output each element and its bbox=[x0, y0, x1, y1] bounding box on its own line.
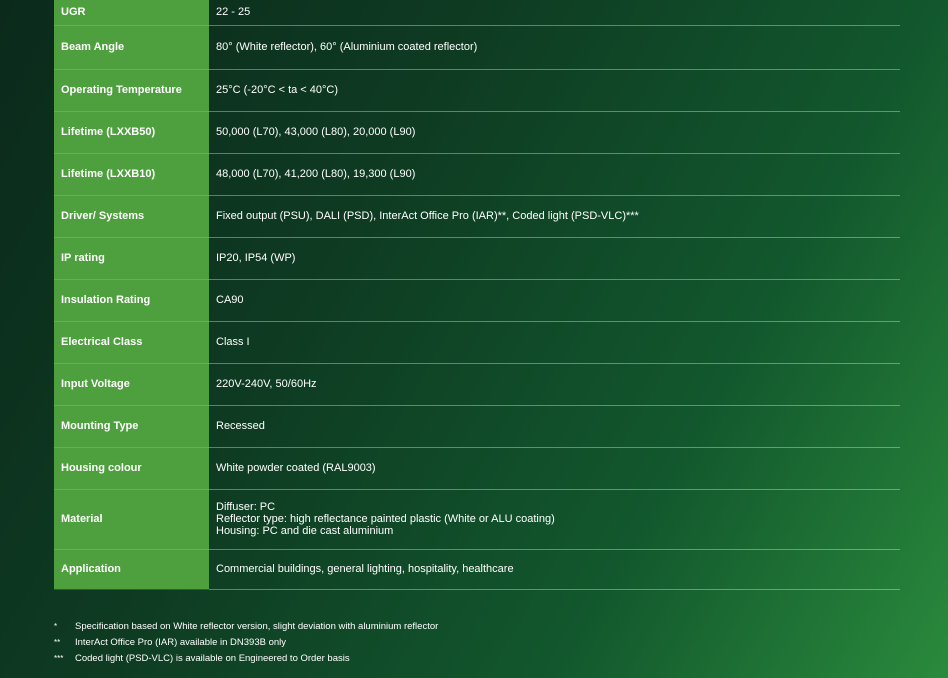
footnote bbox=[54, 635, 438, 651]
spec-value bbox=[209, 447, 900, 489]
spec-value-line: CA90 bbox=[216, 294, 244, 306]
spec-value-line: Recessed bbox=[216, 420, 265, 432]
spec-value-line: Fixed output (PSU), DALI (PSD), InterAct Office Pro (IAR)**, Coded light (PSD-VLC)*** bbox=[216, 210, 639, 222]
table-row bbox=[54, 405, 900, 447]
footnote-text: InterAct Office Pro (IAR) available in DN393B only bbox=[75, 637, 287, 648]
table-row bbox=[54, 447, 900, 489]
spec-value-line: Housing: PC and die cast aluminium bbox=[216, 525, 394, 537]
spec-label: Input Voltage bbox=[54, 363, 209, 405]
spec-value-line: 80° (White reflector), 60° (Aluminium coated reflector) bbox=[216, 41, 478, 53]
spec-value-line: 50,000 (L70), 43,000 (L80), 20,000 (L90) bbox=[216, 126, 416, 138]
table-row bbox=[54, 237, 900, 279]
footnote-mark: *** bbox=[54, 654, 64, 663]
table-row bbox=[54, 321, 900, 363]
footnote-text: Coded light (PSD-VLC) is available on Engineered to Order basis bbox=[75, 653, 350, 664]
footnote-mark: ** bbox=[54, 638, 61, 647]
spec-value bbox=[209, 549, 900, 589]
spec-value-line: Commercial buildings, general lighting, hospitality, healthcare bbox=[216, 563, 514, 575]
spec-value bbox=[209, 25, 900, 69]
spec-value-line: White powder coated (RAL9003) bbox=[216, 462, 376, 474]
table-row bbox=[54, 153, 900, 195]
table-row bbox=[54, 69, 900, 111]
spec-label: UGR bbox=[54, 0, 209, 25]
spec-table bbox=[54, 0, 900, 590]
footnote bbox=[54, 651, 438, 667]
table-row bbox=[54, 363, 900, 405]
spec-value-line: 25°C (-20°C < ta < 40°C) bbox=[216, 84, 339, 96]
spec-value-line: IP20, IP54 (WP) bbox=[216, 252, 296, 264]
spec-label: Housing colour bbox=[54, 447, 209, 489]
spec-value-line: 220V-240V, 50/60Hz bbox=[216, 378, 317, 390]
table-row bbox=[54, 0, 900, 25]
footnote bbox=[54, 619, 438, 635]
spec-value bbox=[209, 237, 900, 279]
spec-value-line: Class I bbox=[216, 336, 250, 348]
spec-value bbox=[209, 0, 900, 25]
spec-label: Electrical Class bbox=[54, 321, 209, 363]
spec-label: Driver/ Systems bbox=[54, 195, 209, 237]
spec-value bbox=[209, 153, 900, 195]
spec-value bbox=[209, 111, 900, 153]
spec-value-line: Reflector type: high reflectance painted plastic (White or ALU coating) bbox=[216, 513, 555, 525]
spec-value-line: Diffuser: PC bbox=[216, 501, 276, 513]
table-row bbox=[54, 279, 900, 321]
footnotes bbox=[54, 619, 438, 667]
spec-value-line: 22 - 25 bbox=[216, 6, 251, 19]
footnote-text: Specification based on White reflector version, slight deviation with aluminium reflector bbox=[75, 621, 439, 632]
table-row bbox=[54, 195, 900, 237]
spec-label: Insulation Rating bbox=[54, 279, 209, 321]
spec-value bbox=[209, 363, 900, 405]
spec-value bbox=[209, 489, 900, 549]
spec-value bbox=[209, 405, 900, 447]
spec-value bbox=[209, 195, 900, 237]
table-row bbox=[54, 111, 900, 153]
spec-value bbox=[209, 279, 900, 321]
spec-label: Lifetime (LXXB10) bbox=[54, 153, 209, 195]
spec-label: Operating Temperature bbox=[54, 69, 209, 111]
spec-value bbox=[209, 321, 900, 363]
spec-label: Mounting Type bbox=[54, 405, 209, 447]
table-row bbox=[54, 489, 900, 549]
spec-label: Beam Angle bbox=[54, 25, 209, 69]
spec-value bbox=[209, 69, 900, 111]
table-row bbox=[54, 549, 900, 589]
spec-label: Material bbox=[54, 489, 209, 549]
spec-label: Lifetime (LXXB50) bbox=[54, 111, 209, 153]
spec-label: IP rating bbox=[54, 237, 209, 279]
footnote-mark: * bbox=[54, 622, 58, 631]
spec-label: Application bbox=[54, 549, 209, 589]
table-row bbox=[54, 25, 900, 69]
spec-value-line: 48,000 (L70), 41,200 (L80), 19,300 (L90) bbox=[216, 168, 416, 180]
